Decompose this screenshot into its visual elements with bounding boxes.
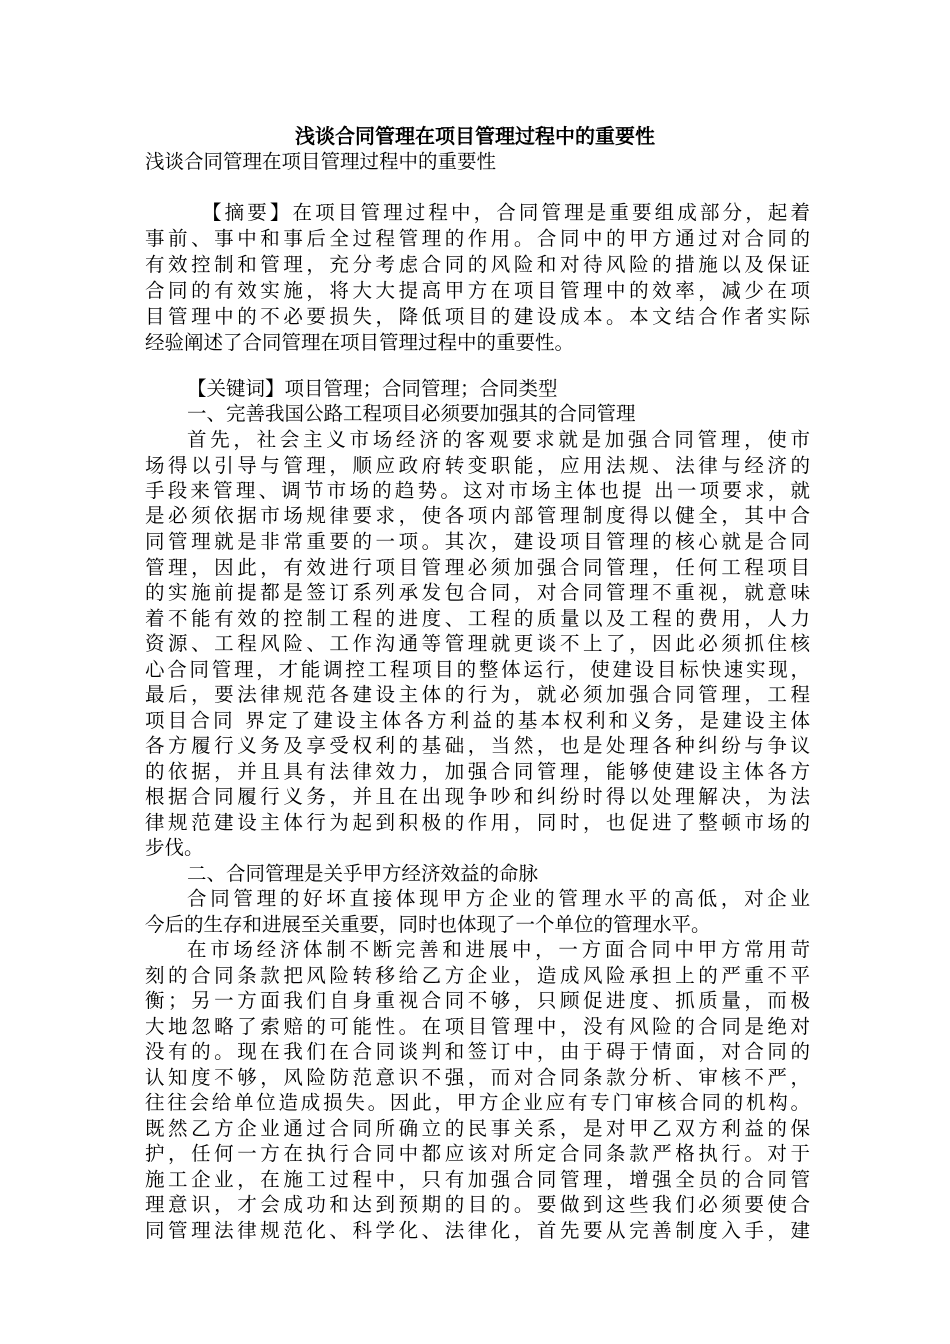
abstract-line: 目管理中的不必要损失，降低项目的建设成本。本文结合作者实际: [145, 305, 810, 328]
body-line: 着不能有效的控制工程的进度、工程的质量以及工程的费用，人力: [145, 607, 810, 630]
body-line: 项目合同 界定了建设主体各方利益的基本权利和义务，是建设主体: [145, 709, 810, 732]
abstract-line: 【摘要】在项目管理过程中，合同管理是重要组成部分，起着: [202, 201, 810, 224]
document-title: 浅谈合同管理在项目管理过程中的重要性: [295, 124, 655, 148]
body-line: 场得以引导与管理，顺应政府转变职能，应用法规、法律与经济的: [145, 454, 810, 477]
body-line: 合同管理的好坏直接体现甲方企业的管理水平的高低，对企业: [187, 887, 810, 910]
subtitle-line: 浅谈合同管理在项目管理过程中的重要性: [145, 150, 497, 173]
body-line: 首先，社会主义市场经济的客观要求就是加强合同管理，使市: [187, 428, 810, 451]
body-line: 是必须依据市场规律要求，使各项内部管理制度得以健全，其中合: [145, 504, 810, 527]
body-line: 最后，要法律规范各建设主体的行为，就必须加强合同管理，工程: [145, 683, 810, 706]
body-line: 护，任何一方在执行合同中都应该对所定合同条款严格执行。对于: [145, 1142, 810, 1165]
body-line: 衡；另一方面我们自身重视合同不够，只顾促进度、抓质量，而极: [145, 989, 810, 1012]
body-line: 同管理就是非常重要的一项。其次，建设项目管理的核心就是合同: [145, 530, 810, 553]
abstract-line: 经验阐述了合同管理在项目管理过程中的重要性。: [145, 331, 575, 354]
body-line: 既然乙方企业通过合同所确立的民事关系，是对甲乙双方利益的保: [145, 1117, 810, 1140]
body-line: 管理，因此，有效进行项目管理必须加强合同管理，任何工程项目: [145, 556, 810, 579]
abstract-line: 合同的有效实施，将大大提高甲方在项目管理中的效率，减少在项: [145, 279, 810, 302]
body-line: 的依据，并且具有法律效力，加强合同管理，能够使建设主体各方: [145, 760, 810, 783]
body-line: 没有的。现在我们在合同谈判和签订中，由于碍于情面，对合同的: [145, 1040, 810, 1063]
abstract-line: 事前、事中和事后全过程管理的作用。合同中的甲方通过对合同的: [145, 227, 810, 250]
body-line: 的实施前提都是签订系列承发包合同，对合同管理不重视，就意味: [145, 581, 810, 604]
body-line: 施工企业，在施工过程中，只有加强合同管理，增强全员的合同管: [145, 1168, 810, 1191]
body-line: 理意识，才会成功和达到预期的目的。要做到这些我们必须要使合: [145, 1193, 810, 1216]
body-line: 根据合同履行义务，并且在出现争吵和纠纷时得以处理解决，为法: [145, 785, 810, 808]
body-line: 步伐。: [145, 836, 204, 859]
body-line: 同管理法律规范化、科学化、法律化，首先要从完善制度入手，建: [145, 1219, 810, 1242]
body-line: 今后的生存和进展至关重要，同时也体现了一个单位的管理水平。: [145, 913, 711, 936]
section-heading: 二、合同管理是关乎甲方经济效益的命脉: [187, 862, 539, 885]
body-line: 各方履行义务及享受权利的基础，当然，也是处理各种纠纷与争议: [145, 734, 810, 757]
keywords-line: 【关键词】项目管理；合同管理；合同类型: [187, 377, 558, 400]
body-line: 手段来管理、调节市场的趋势。这对市场主体也提 出一项要求，就: [145, 479, 810, 502]
body-line: 认知度不够，风险防范意识不强，而对合同条款分析、审核不严，: [145, 1066, 810, 1089]
body-line: 律规范建设主体行为起到积极的作用，同时，也促进了整顿市场的: [145, 811, 810, 834]
body-line: 往往会给单位造成损失。因此，甲方企业应有专门审核合同的机构。: [145, 1091, 810, 1114]
body-line: 资源、工程风险、工作沟通等管理就更谈不上了，因此必须抓住核: [145, 632, 810, 655]
section-heading: 一、完善我国公路工程项目必须要加强其的合同管理: [187, 402, 636, 425]
body-line: 大地忽略了索赔的可能性。在项目管理中，没有风险的合同是绝对: [145, 1015, 810, 1038]
body-line: 刻的合同条款把风险转移给乙方企业，造成风险承担上的严重不平: [145, 964, 810, 987]
body-line: 心合同管理，才能调控工程项目的整体运行，使建设目标快速实现，: [145, 658, 810, 681]
body-line: 在市场经济体制不断完善和进展中，一方面合同中甲方常用苛: [187, 938, 810, 961]
abstract-line: 有效控制和管理，充分考虑合同的风险和对待风险的措施以及保证: [145, 253, 810, 276]
